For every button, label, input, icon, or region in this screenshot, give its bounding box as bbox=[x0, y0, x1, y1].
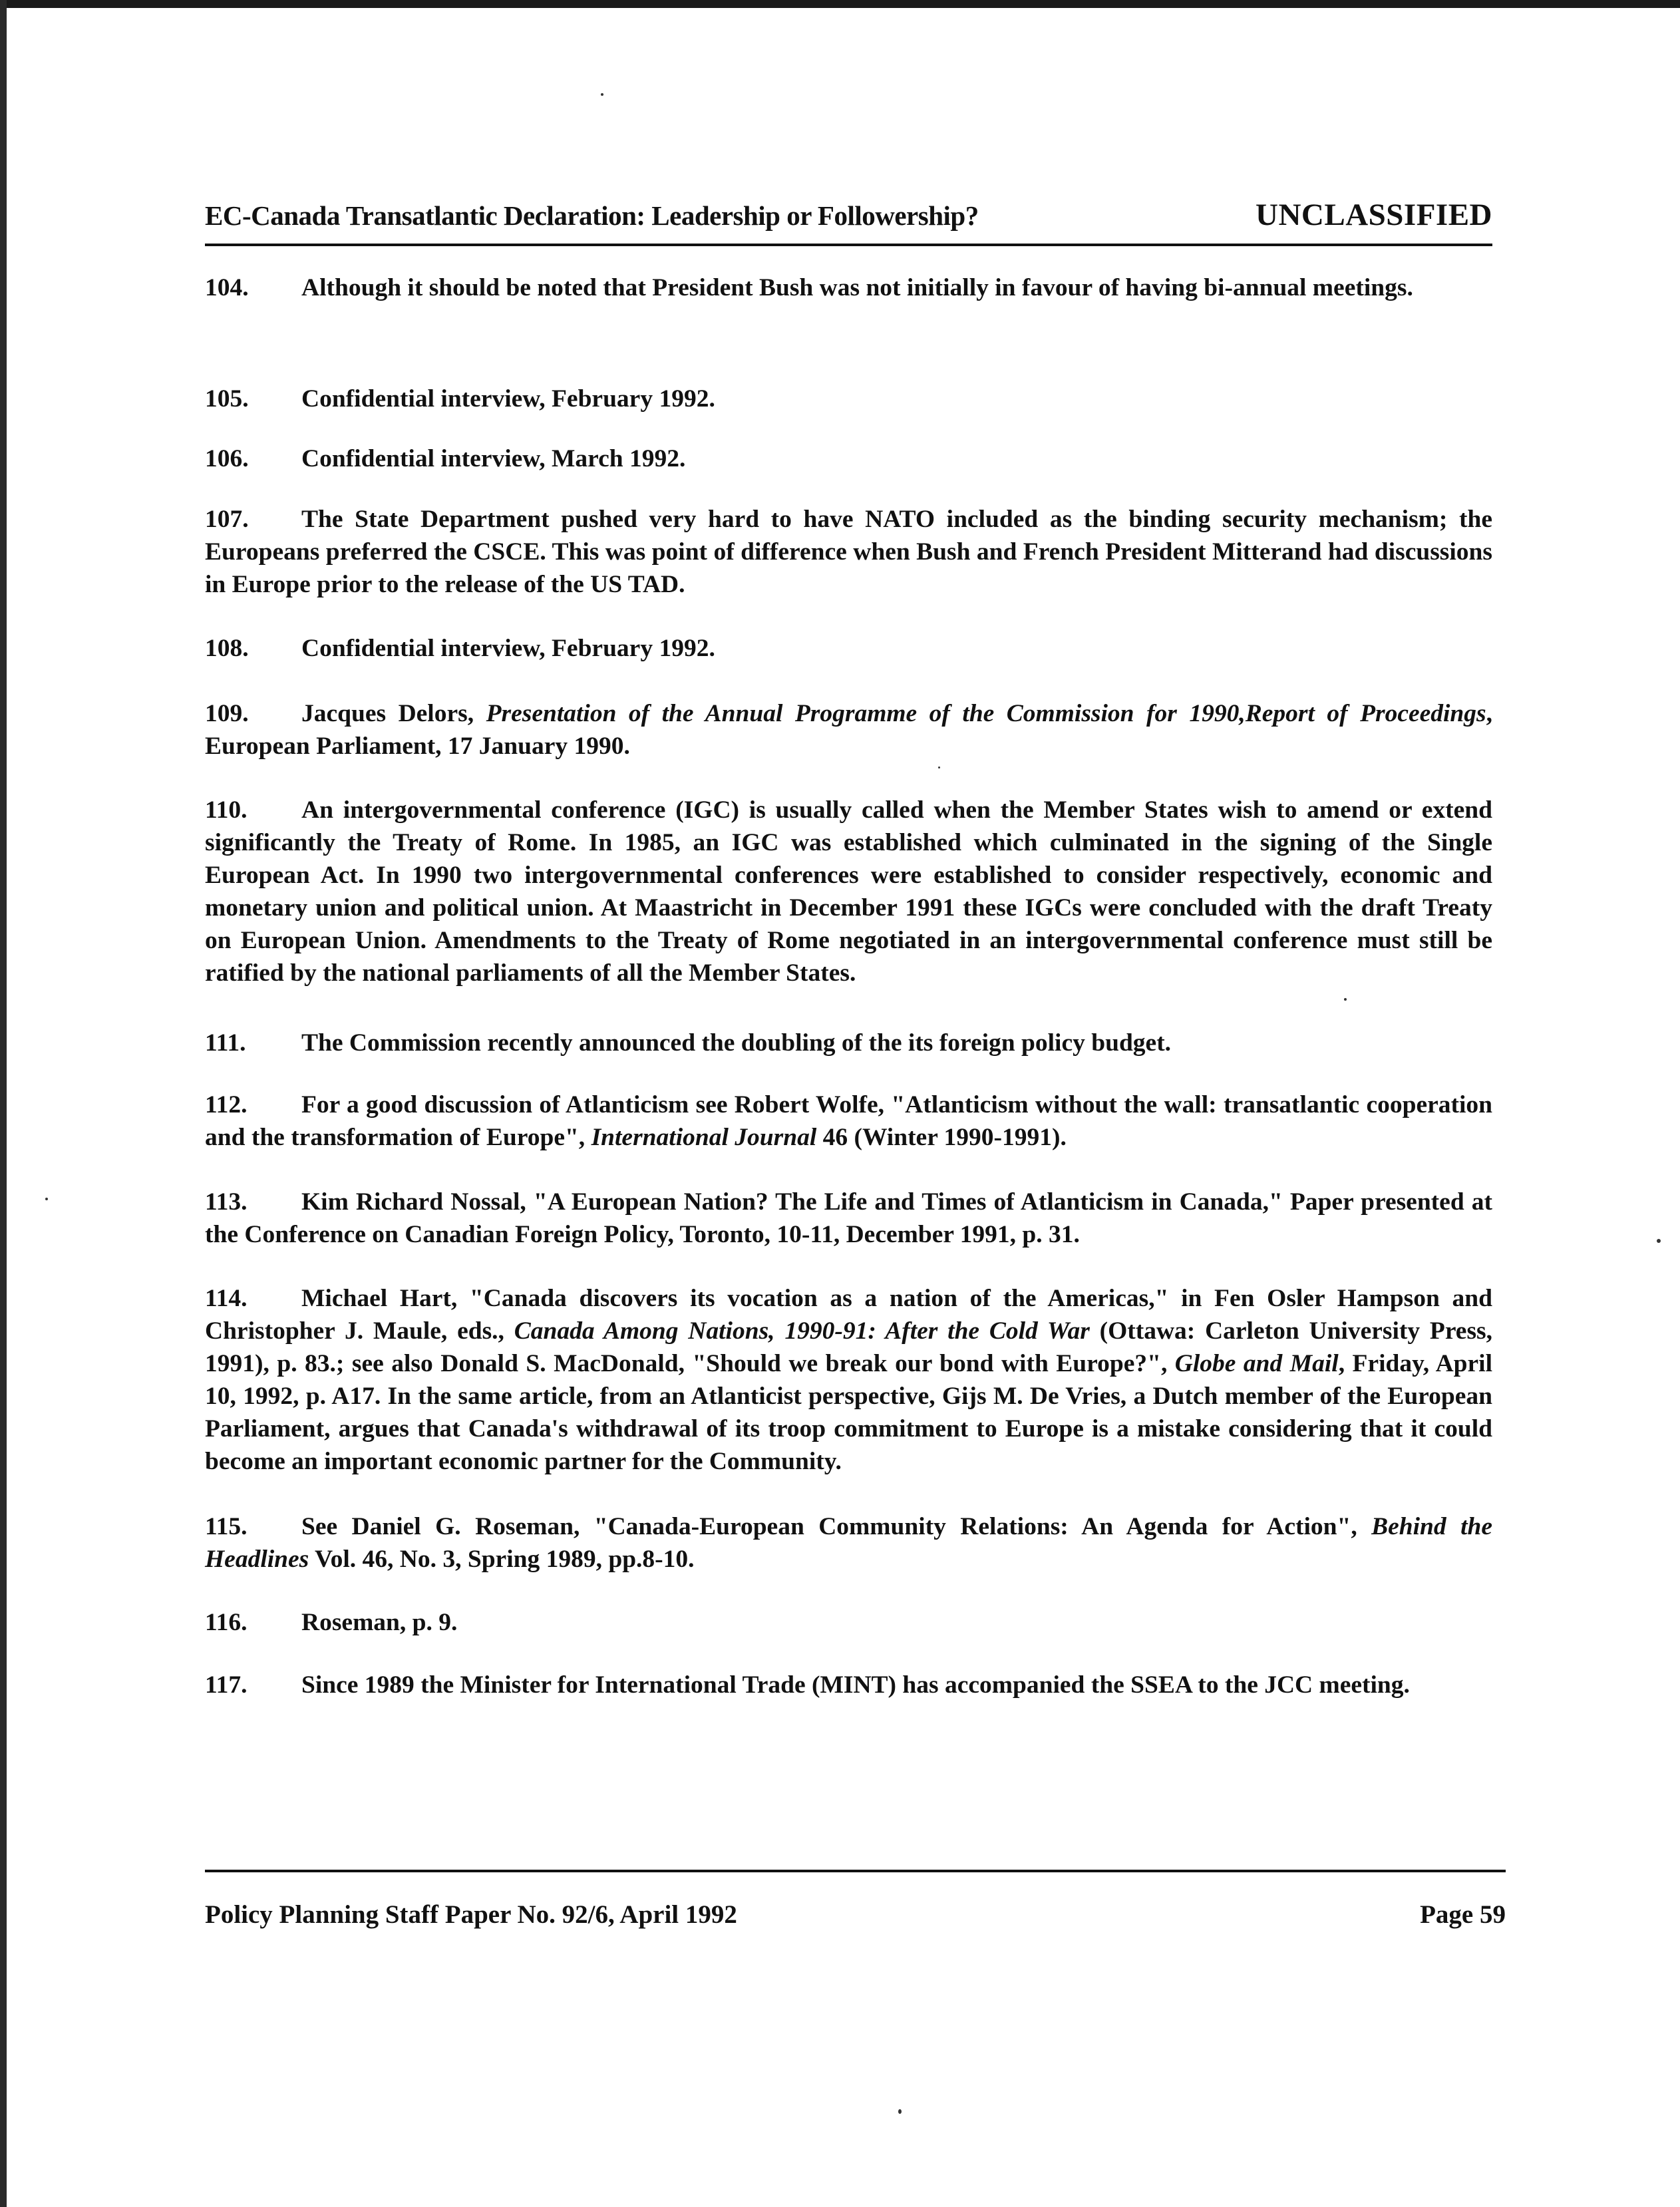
scan-left-border bbox=[0, 0, 7, 2207]
endnote-106 bbox=[205, 442, 1492, 475]
endnote-text-pre: Jacques Delors, bbox=[301, 700, 486, 727]
endnote-number: 109. bbox=[205, 700, 249, 727]
page-footer bbox=[205, 1900, 1506, 1940]
page-number: Page 59 bbox=[1420, 1900, 1506, 1929]
endnote-text-pre: For a good discussion of Atlanticism see Robert Wolfe, "Atlanticism without the wall: transatlantic cooperation and the transformation of Europe", bbox=[205, 1091, 1492, 1151]
endnote-text-post: 46 (Winter 1990-1991). bbox=[816, 1124, 1067, 1151]
endnote-number: 114. bbox=[205, 1285, 248, 1312]
endnote-number: 117. bbox=[205, 1671, 248, 1699]
endnote-number: 106. bbox=[205, 445, 249, 472]
endnote-text: The Commission recently announced the doubling of the its foreign policy budget. bbox=[301, 1029, 1172, 1057]
endnote-text: Kim Richard Nossal, "A European Nation? The Life and Times of Atlanticism in Canada," Paper presented at the Conference on Canadian Foreign Policy, Toronto, 10-11, December 1991, p. 31. bbox=[205, 1188, 1492, 1248]
footer-rule bbox=[205, 1870, 1506, 1872]
endnote-text-post: , European Parliament, 17 January 1990. bbox=[205, 700, 1492, 760]
scan-speck bbox=[601, 93, 603, 96]
header-rule bbox=[205, 244, 1492, 246]
endnote-104 bbox=[205, 271, 1492, 304]
endnote-title-italic: Presentation of the Annual Programme of the Commission for 1990,Report of Proceedings bbox=[486, 700, 1486, 727]
endnote-text-post: Vol. 46, No. 3, Spring 1989, pp.8-10. bbox=[309, 1546, 695, 1573]
endnote-series-italic: Behind the Headlines bbox=[205, 1513, 1492, 1573]
footer-paper-reference: Policy Planning Staff Paper No. 92/6, April 1992 bbox=[205, 1900, 737, 1929]
endnote-109 bbox=[205, 697, 1492, 763]
scan-speck bbox=[1344, 998, 1347, 1001]
endnote-text-pre: See Daniel G. Roseman, "Canada-European Community Relations: An Agenda for Action", bbox=[301, 1513, 1372, 1540]
endnote-text: The State Department pushed very hard to have NATO included as the binding security mechanism; the Europeans preferred the CSCE. This was point of difference when Bush and French President Mitterand had discussions in Europe prior to the release of the US TAD. bbox=[205, 506, 1492, 598]
endnote-text-mid: (Ottawa: Carleton University Press, 1991), p. 83.; see also Donald S. MacDonald, "Should we break our bond with Europe?", bbox=[205, 1317, 1492, 1377]
endnote-114 bbox=[205, 1282, 1492, 1478]
endnote-book-italic: Canada Among Nations, 1990-91: After the Cold War bbox=[514, 1317, 1090, 1345]
endnote-number: 108. bbox=[205, 635, 249, 662]
document-title: EC-Canada Transatlantic Declaration: Leadership or Followership? bbox=[205, 200, 979, 231]
endnote-text: Since 1989 the Minister for International Trade (MINT) has accompanied the SSEA to the JCC meeting. bbox=[301, 1671, 1410, 1699]
endnote-108 bbox=[205, 632, 1492, 665]
endnote-text: Confidential interview, March 1992. bbox=[301, 445, 686, 472]
endnote-115 bbox=[205, 1510, 1492, 1576]
endnote-113 bbox=[205, 1186, 1492, 1251]
endnote-number: 115. bbox=[205, 1513, 248, 1540]
endnote-107 bbox=[205, 503, 1492, 601]
endnote-text-post: , Friday, April 10, 1992, p. A17. In the same article, from an Atlanticist perspective, Gijs M. De Vries, a Dutch member of the European Parliament, argues that Canada's withdrawal of its troop commitment to Europe is a mistake considering that it could become an important economic partner for the Community. bbox=[205, 1350, 1492, 1475]
endnote-117 bbox=[205, 1669, 1492, 1701]
endnote-text: Although it should be noted that President Bush was not initially in favour of having bi-annual meetings. bbox=[301, 274, 1413, 301]
scan-speck bbox=[45, 1198, 48, 1200]
endnote-112 bbox=[205, 1089, 1492, 1154]
endnote-number: 111. bbox=[205, 1029, 246, 1057]
scan-top-border bbox=[0, 0, 1680, 8]
scan-speck bbox=[898, 2109, 902, 2114]
endnote-number: 112. bbox=[205, 1091, 248, 1118]
endnote-text: Confidential interview, February 1992. bbox=[301, 635, 715, 662]
endnote-text: An intergovernmental conference (IGC) is usually called when the Member States wish to amend or extend significantly the Treaty of Rome. In 1985, an IGC was established which culminated in the signing of the Single European Act. In 1990 two intergovernmental conferences were established to consider respectively, economic and monetary union and political union. At Maastricht in December 1991 these IGCs were concluded with the draft Treaty on European Union. Amendments to the Treaty of Rome negotiated in an intergovernmental conference must still be ratified by the national parliaments of all the Member States. bbox=[205, 796, 1492, 987]
page-header bbox=[205, 200, 1492, 246]
endnote-number: 110. bbox=[205, 796, 248, 824]
endnote-111 bbox=[205, 1027, 1492, 1059]
endnote-journal-italic: International Journal bbox=[591, 1124, 817, 1151]
endnote-number: 104. bbox=[205, 274, 249, 301]
endnote-105 bbox=[205, 383, 1492, 415]
scan-speck bbox=[1657, 1239, 1661, 1243]
endnote-number: 116. bbox=[205, 1609, 248, 1636]
scan-speck bbox=[938, 766, 940, 768]
endnote-number: 107. bbox=[205, 506, 249, 533]
endnote-116 bbox=[205, 1606, 1492, 1639]
endnote-110 bbox=[205, 794, 1492, 989]
endnote-newspaper-italic: Globe and Mail bbox=[1174, 1350, 1339, 1377]
endnote-text: Confidential interview, February 1992. bbox=[301, 385, 715, 413]
endnote-text-pre: Michael Hart, "Canada discovers its vocation as a nation of the Americas," in Fen Osler Hampson and Christopher J. Maule, eds., bbox=[205, 1285, 1492, 1345]
endnote-number: 113. bbox=[205, 1188, 248, 1216]
classification-label: UNCLASSIFIED bbox=[1256, 198, 1492, 232]
endnote-text: Roseman, p. 9. bbox=[301, 1609, 458, 1636]
endnote-number: 105. bbox=[205, 385, 249, 413]
